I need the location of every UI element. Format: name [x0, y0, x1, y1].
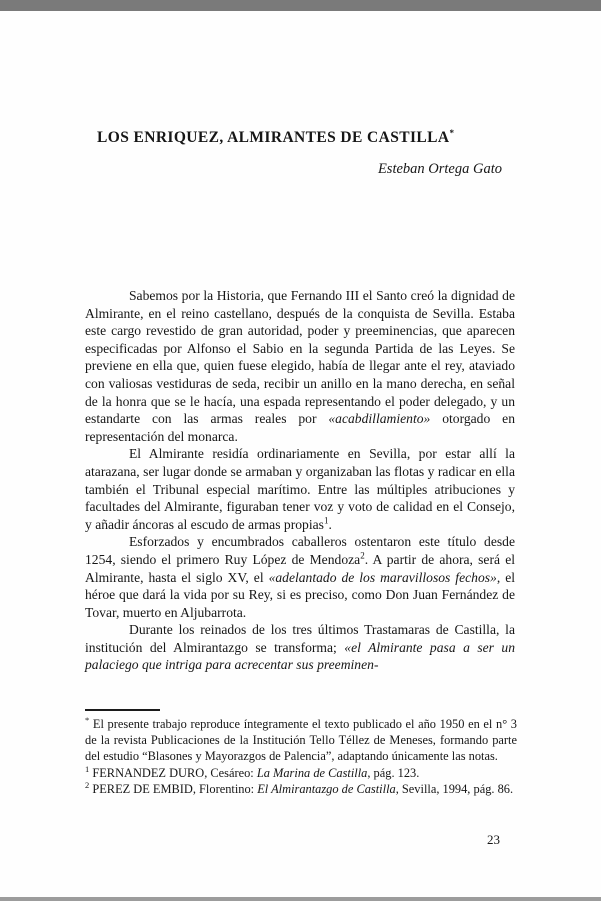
text-run: Esforzados y encumbrados caballeros ostentaron este título desde 1254, siendo el primero Ruy López de Mendoza: [85, 534, 515, 567]
author-name: Esteban Ortega Gato: [377, 161, 502, 177]
article-body: [85, 287, 515, 674]
text-run: , pág. 123.: [367, 765, 420, 780]
text-run: , el héroe que dará la vida por su Rey, si es preciso, como Don Juan Fernández de Tovar, muerto en Aljubarrota.: [85, 569, 516, 620]
article-title: [97, 129, 454, 147]
paragraph: [85, 445, 515, 533]
text-run: . A partir de ahora, será el Almirante, hasta el siglo XV, el: [85, 551, 516, 585]
article-title-text: LOS ENRIQUEZ, ALMIRANTES DE CASTILLA: [97, 129, 450, 146]
text-run: 2: [360, 550, 365, 561]
footnote-item: [85, 765, 517, 781]
title-footnote-mark: *: [449, 127, 455, 138]
paragraph: [85, 533, 515, 621]
footnote-item: [85, 781, 517, 797]
page-number: 23: [487, 832, 500, 847]
text-run: PEREZ DE EMBID, Florentino:: [89, 781, 258, 796]
paragraph: [85, 621, 515, 674]
text-run: El Almirantazgo de Castilla: [257, 781, 396, 796]
text-run: «adelantado de los maravillosos fechos»: [268, 569, 497, 585]
text-run: , Sevilla, 1994, pág. 86.: [395, 781, 514, 796]
footnote-separator: [85, 709, 160, 711]
text-run: Durante los reinados de los tres últimos Trastamaras de Castilla, la institución del Almirantazgo se transforma;: [85, 622, 515, 655]
text-run: «acabdillamiento»: [328, 411, 431, 427]
text-run: 2: [85, 779, 90, 790]
paragraph: [85, 287, 515, 445]
text-run: «el Almirante pasa a ser un palaciego que intriga para acrecentar sus preeminen-: [85, 639, 515, 673]
footnote-item: [85, 716, 517, 765]
text-run: otorgado en representación del monarca.: [85, 411, 515, 444]
text-run: 1: [323, 515, 329, 526]
text-run: El presente trabajo reproduce íntegramente el texto publicado el año 1950 en el n° 3 de la revista Publicaciones de la Institución Tello Téllez de Meneses, formando parte del estudio “Blasones y Mayorazgos de Palencia”, adaptando únicamente las notas.: [85, 717, 517, 764]
scan-edge-bottom: [0, 897, 601, 901]
text-run: Sabemos por la Historia, que Fernando III el Santo creó la dignidad de Almirante, en el reino castellano, después de la conquista de Sevilla. Estaba este cargo revestido de gran autoridad, poder y preeminencias, que aparecen especificadas por Alfonso el Sabio en la segunda Partida de las Leyes. Se previene en ella que, quien fuese elegido, había de llegar ante el rey, ataviado con valiosas vestiduras de seda, recibir un anillo en la mano derecha, en señal de la honra que se le hacía, una espada representando el poder delegado, y un estandarte con las armas reales por: [85, 288, 515, 427]
text-run: La Marina de Castilla: [256, 765, 368, 780]
text-run: .: [328, 516, 332, 532]
text-run: FERNANDEZ DURO, Cesáreo:: [89, 765, 257, 780]
text-run: 1: [85, 763, 90, 774]
footnotes: [85, 716, 517, 797]
text-run: El Almirante residía ordinariamente en Sevilla, por estar allí la atarazana, ser lugar donde se armaban y organizaban las flotas y radicar en ella también el Tribunal especial marítimo. Entre las múltiples atribuciones y facultades del Almirante, figuraban tener voz y voto de calidad en el Consejo, y añadir áncoras al escudo de armas propias: [85, 446, 515, 532]
scan-edge-top: [0, 0, 601, 11]
text-run: *: [85, 714, 90, 725]
